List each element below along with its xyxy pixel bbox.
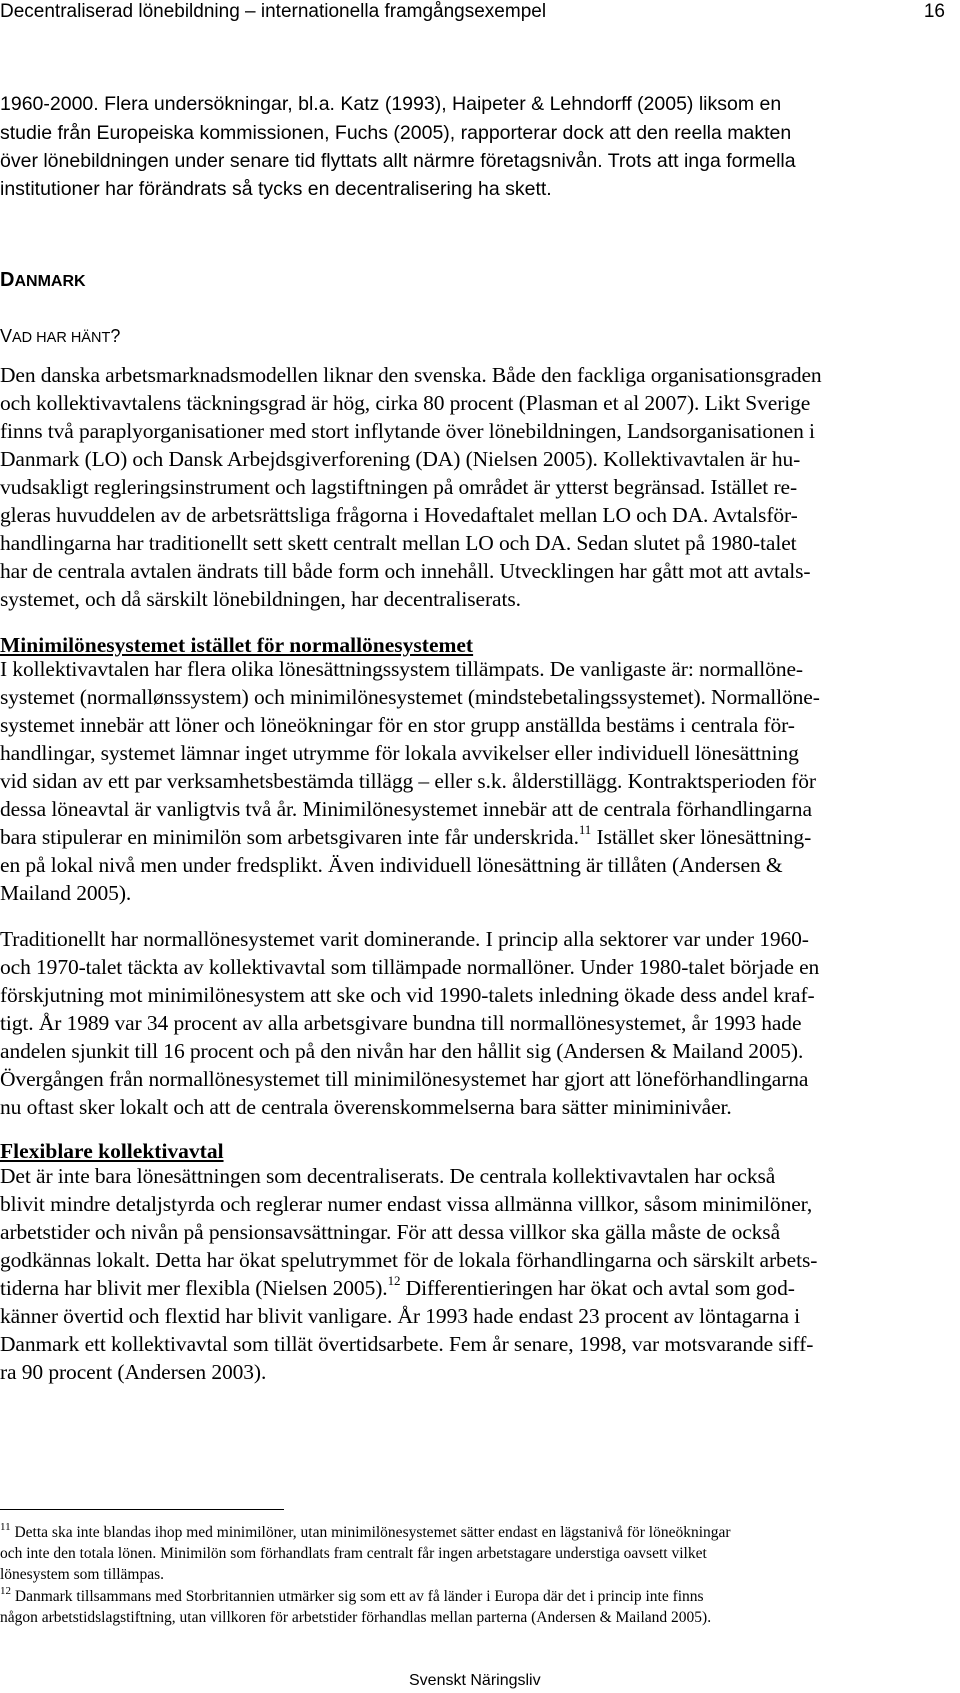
footnote-12 bbox=[0, 1584, 704, 1606]
text-line: dessa löneavtal är vanligtvis två år. Minimilönesystemet innebär att de centrala förhandlingarna bbox=[0, 797, 812, 821]
text-line: 1960-2000. Flera undersökningar, bl.a. Katz (1993), Haipeter & Lehndorff (2005) liksom en bbox=[0, 93, 782, 115]
text-line: systemet (normallønssystem) och minimilönesystemet (mindstebetalingssystemet). Normallöne- bbox=[0, 685, 820, 709]
page-footer: Svenskt Näringsliv bbox=[409, 1672, 541, 1689]
text-line: finns två paraplyorganisationer med stort inflytande över lönebildningen, Landsorganisationen i bbox=[0, 419, 815, 443]
text-line: Traditionellt har normallönesystemet varit dominerande. I princip alla sektorer var under 1960- bbox=[0, 927, 809, 951]
section-heading-flexiblare: Flexiblare kollektivavtal bbox=[0, 1139, 224, 1163]
heading-rest: ANMARK bbox=[14, 273, 86, 290]
footnote-text: Danmark tillsammans med Storbritannien utmärker sig som ett av få länder i Europa där det i princip inte finns bbox=[11, 1588, 704, 1605]
line-text: bara stipulerar en minimilön som arbetsgivaren inte får underskrida. bbox=[0, 825, 579, 849]
footnote-line: lönesystem som tillämpas. bbox=[0, 1566, 165, 1583]
text-line: har de centrala avtalen ändrats till både form och innehåll. Utvecklingen har gått mot att avtals- bbox=[0, 559, 811, 583]
text-line: Mailand 2005). bbox=[0, 881, 132, 905]
subheading-tail: ? bbox=[110, 326, 121, 346]
footnote-ref-12[interactable]: 12 bbox=[387, 1272, 401, 1288]
text-line: tigt. År 1989 var 34 procent av alla arbetsgivare bundna till normallönesystemet, år 1993 hade bbox=[0, 1011, 802, 1035]
subheading-rest: AD HAR HÄNT bbox=[12, 330, 111, 346]
text-line: ra 90 procent (Andersen 2003). bbox=[0, 1360, 267, 1384]
text-line: systemet, och då särskilt lönebildningen, har decentraliserats. bbox=[0, 587, 521, 611]
footnote-number: 11 bbox=[0, 1520, 11, 1533]
section-heading-minimilon: Minimilönesystemet istället för normallönesystemet bbox=[0, 633, 474, 657]
text-line: vudsakligt regleringsinstrument och lagstiftningen på området är ytterst begränsad. Istället re- bbox=[0, 475, 798, 499]
text-line: vid sidan av ett par verksamhetsbestämda tillägg – eller s.k. ålderstillägg. Kontraktsperioden för bbox=[0, 769, 816, 793]
text-line: arbetstider och nivån på pensionsavsättningar. För att dessa villkor ska gälla måste de också bbox=[0, 1220, 781, 1244]
sub-heading bbox=[0, 326, 120, 347]
text-line: och 1970-talet täckta av kollektivavtal som tillämpade normallöner. Under 1980-talet började en bbox=[0, 955, 820, 979]
footnote-number: 12 bbox=[0, 1584, 11, 1597]
footnote-divider bbox=[0, 1509, 284, 1510]
footnote-text: Detta ska inte blandas ihop med minimilöner, utan minimilönesystemet sätter endast en lägstanivå för löneökningar bbox=[10, 1524, 731, 1541]
text-line: institutioner har förändrats så tycks en decentralisering ha skett. bbox=[0, 178, 552, 200]
text-line: och kollektivavtalens täckningsgrad är hög, cirka 80 procent (Plasman et al 2007). Likt Sverige bbox=[0, 391, 811, 415]
text-line: känner övertid och flextid har blivit vanligare. År 1993 hade endast 23 procent av löntagarna i bbox=[0, 1304, 801, 1328]
text-line: handlingarna har traditionellt sett skett centralt mellan LO och DA. Sedan slutet på 1980-talet bbox=[0, 531, 797, 555]
footnote-line: och inte den totala lönen. Minimilön som förhandlats fram centralt får ingen arbetstagare understiga oavsett vilket bbox=[0, 1545, 707, 1562]
text-line: blivit mindre detaljstyrda och reglerar numer endast vissa allmänna villkor, såsom minimilöner, bbox=[0, 1192, 813, 1216]
text-line: studie från Europeiska kommissionen, Fuchs (2005), rapporterar dock att den reella makten bbox=[0, 122, 792, 144]
text-line: andelen sjunkit till 16 procent och på den nivån har den hållit sig (Andersen & Mailand 2005). bbox=[0, 1039, 804, 1063]
text-line: Danmark (LO) och Dansk Arbejdsgiverforening (DA) (Nielsen 2005). Kollektivavtalen är hu- bbox=[0, 447, 801, 471]
line-text: tiderna har blivit mer flexibla (Nielsen 2005). bbox=[0, 1276, 388, 1300]
page-number: 16 bbox=[923, 1, 945, 22]
text-line: Den danska arbetsmarknadsmodellen liknar den svenska. Både den fackliga organisationsgraden bbox=[0, 363, 822, 387]
footnote-line: någon arbetstidslagstiftning, utan villkoren för arbetstider förhandlas mellan parterna (Andersen & Mailand 2005). bbox=[0, 1609, 712, 1626]
text-line: godkännas lokalt. Detta har ökat spelutrymmet för de lokala förhandlingarna och särskilt arbets- bbox=[0, 1248, 818, 1272]
text-line: över lönebildningen under senare tid flyttats allt närmre företagsnivån. Trots att inga formella bbox=[0, 150, 796, 172]
text-line: Danmark ett kollektivavtal som tillät övertidsarbete. Fem år senare, 1998, var motsvarande siff- bbox=[0, 1332, 814, 1356]
subheading-initial: V bbox=[0, 326, 13, 346]
running-title: Decentraliserad lönebildning – internationella framgångsexempel bbox=[0, 1, 547, 22]
text-line bbox=[0, 1272, 795, 1301]
heading-initial: D bbox=[0, 269, 15, 291]
text-line: handlingar, systemet lämnar inget utrymme för lokala avvikelser eller individuell lönesättning bbox=[0, 741, 799, 765]
footnote-11 bbox=[0, 1520, 731, 1542]
country-heading bbox=[0, 269, 86, 292]
text-line: en på lokal nivå men under fredsplikt. Även individuell lönesättning är tillåten (Andersen & bbox=[0, 853, 783, 877]
text-line: I kollektivavtalen har flera olika lönesättningssystem tillämpats. De vanligaste är: normallöne- bbox=[0, 657, 803, 681]
line-text-tail: Differentieringen har ökat och avtal som god- bbox=[400, 1276, 795, 1300]
text-line: Det är inte bara lönesättningen som decentraliserats. De centrala kollektivavtalen har också bbox=[0, 1164, 776, 1188]
line-text-tail: Istället sker lönesättning- bbox=[591, 825, 812, 849]
text-line bbox=[0, 821, 812, 850]
text-line: systemet innebär att löner och löneökningar för en stor grupp anställda bestäms i centrala för- bbox=[0, 713, 795, 737]
text-line: nu oftast sker lokalt och att de centrala överenskommelserna bara sätter miniminivåer. bbox=[0, 1095, 732, 1119]
text-line: förskjutning mot minimilönesystem att ske och vid 1990-talets inledning ökade dess andel kraf- bbox=[0, 983, 815, 1007]
text-line: gleras huvuddelen av de arbetsrättsliga frågorna i Hovedaftalet mellan LO och DA. Avtalsför- bbox=[0, 503, 798, 527]
text-line: Övergången från normallönesystemet till minimilönesystemet har gjort att löneförhandlingarna bbox=[0, 1067, 809, 1091]
footnote-ref-11[interactable]: 11 bbox=[578, 821, 592, 837]
